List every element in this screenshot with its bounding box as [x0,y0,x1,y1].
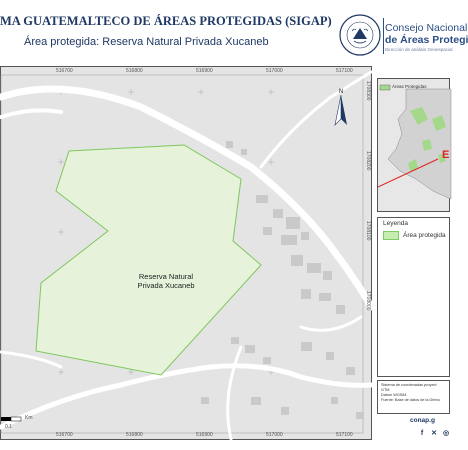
map-canvas [1,67,371,439]
x-tick-bottom: 516800 [126,432,143,438]
instagram-icon[interactable]: ◎ [442,430,450,437]
north-arrow-icon [331,95,351,129]
legend-title: Leyenda [383,220,408,227]
y-tick-right: 1708300 [365,81,371,101]
conap-tagline: Dirección de análisis Geoespacial [385,47,453,52]
x-tick-bottom: 516700 [56,432,73,438]
conap-name-line1: Consejo Nacional [385,22,468,34]
scale-bar-black [1,417,11,421]
header [0,0,468,64]
scale-unit: Km [25,415,33,421]
info-line: Sistema de coordenadas proyect [381,383,437,387]
map-subtitle: Área protegida: Reserva Natural Privada Xucaneb [24,36,269,48]
x-tick-bottom: 517100 [336,432,353,438]
x-tick-bottom: 516900 [196,432,213,438]
x-tick-top: 517100 [336,68,353,74]
map-title: MA GUATEMALTECO DE ÁREAS PROTEGIDAS (SIGAP) [0,14,332,28]
projection-info [377,380,450,414]
area-label-line2: Privada Xucaneb [137,281,195,290]
conap-name-line2: de Áreas Protegi [385,34,468,46]
scale-bar-white [11,417,21,421]
y-tick-right: 1708200 [365,151,371,171]
inset-legend-label: Áreas Protegidas [392,84,427,89]
brand-divider [383,18,384,54]
north-label: N [338,89,344,95]
x-tick-top: 516900 [196,68,213,74]
guatemala-seal-icon [339,14,381,56]
x-tick-bottom: 517000 [266,432,283,438]
area-label [111,272,221,290]
info-line: Datum WGS84 [381,393,407,397]
website-link[interactable]: conap.g [410,417,435,424]
legend-item [383,231,446,240]
x-tick-top: 516800 [126,68,143,74]
y-tick-right: 1708000 [365,291,371,311]
north-arrow [331,89,351,131]
y-tick-right: 1708100 [365,221,371,241]
facebook-icon[interactable]: f [420,430,424,437]
area-label-line1: Reserva Natural [138,272,194,281]
main-map[interactable] [0,66,372,440]
x-tick-top: 516700 [56,68,73,74]
legend [377,217,450,377]
inset-canvas [378,79,451,213]
info-line: GTM [381,388,390,392]
inset-location-marker: E [442,149,450,161]
x-tick-top: 517000 [266,68,283,74]
legend-item-label: Área protegida [403,232,446,239]
info-line: Fuente: Base de datos de la Direcc [381,398,441,402]
scale-value: 0.1 [5,424,12,430]
legend-swatch [383,231,399,240]
inset-map[interactable] [377,78,450,212]
x-icon[interactable]: ✕ [431,430,437,437]
